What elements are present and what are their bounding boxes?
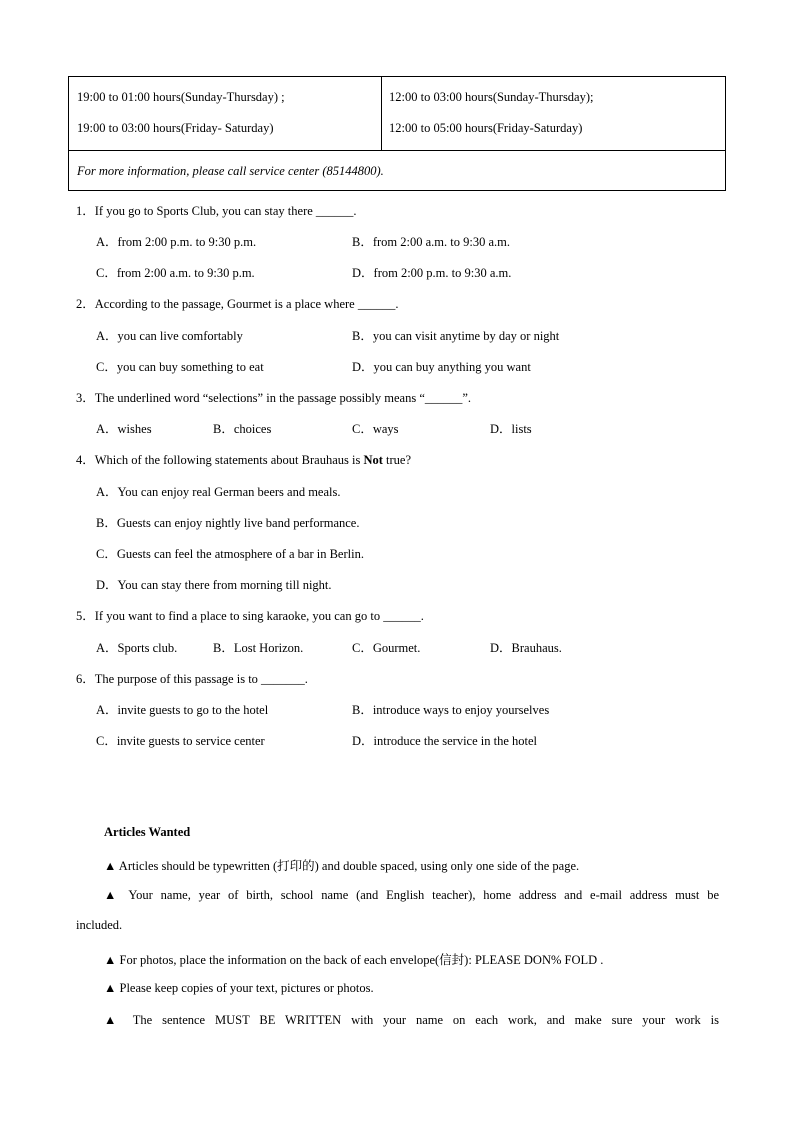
rule-item-sentence: ▲ The sentence MUST BE WRITTEN with your name on each work, and make sure your work is [104,1013,719,1027]
question-2-stem: 2．According to the passage, Gourmet is a place where ______. [76,297,399,311]
rule-item-personal-info: ▲ Your name, year of birth, school name (and English teacher), home address and e-mail address must be [104,888,719,902]
rule-item-typewritten: ▲ Articles should be typewritten (打印的) and double spaced, using only one side of the page. [104,859,580,873]
table-footer-note: For more information, please call service center (85144800). [77,164,384,178]
question-1-stem: 1．If you go to Sports Club, you can stay there ______. [76,204,357,218]
rule-item-copies: ▲ Please keep copies of your text, pictures or photos. [104,981,374,995]
question-2-option-b[interactable]: B．you can visit anytime by day or night [352,329,560,343]
table-divider [69,150,725,151]
question-3-stem: 3．The underlined word “selections” in the passage possibly means “______”. [76,391,472,405]
hours-left-line-2: 19:00 to 03:00 hours(Friday- Saturday) [77,121,274,135]
question-6-option-a[interactable]: A．invite guests to go to the hotel [96,703,269,717]
question-1-option-b[interactable]: B．from 2:00 a.m. to 9:30 a.m. [352,235,510,249]
question-6-option-b[interactable]: B．introduce ways to enjoy yourselves [352,703,550,717]
question-5-option-c[interactable]: C．Gourmet. [352,641,421,655]
question-2-option-a[interactable]: A．you can live comfortably [96,329,243,343]
question-3-option-b[interactable]: B．choices [213,422,272,436]
question-6-option-c[interactable]: C．invite guests to service center [96,734,265,748]
question-3-option-d[interactable]: D．lists [490,422,532,436]
rule-item-personal-info-continued: included. [76,918,123,932]
question-4-stem-emphasis: Not [363,453,383,467]
question-5-option-d[interactable]: D．Brauhaus. [490,641,562,655]
question-4-stem [76,450,411,468]
question-6-stem: 6．The purpose of this passage is to _______. [76,672,308,686]
hours-table [68,76,726,191]
question-4-option-b[interactable]: B．Guests can enjoy nightly live band performance. [96,516,360,530]
section-title: Articles Wanted [104,825,191,839]
question-2-option-c[interactable]: C．you can buy something to eat [96,360,264,374]
question-4-option-c[interactable]: C．Guests can feel the atmosphere of a bar in Berlin. [96,547,364,561]
hours-right-line-2: 12:00 to 05:00 hours(Friday-Saturday) [389,121,583,135]
table-divider [381,77,382,150]
question-1-option-c[interactable]: C．from 2:00 a.m. to 9:30 p.m. [96,266,255,280]
question-4-stem-start: 4．Which of the following statements about Brauhaus is [76,453,364,467]
question-5-stem: 5．If you want to find a place to sing karaoke, you can go to ______. [76,609,424,623]
question-5-option-a[interactable]: A．Sports club. [96,641,178,655]
question-6-option-d[interactable]: D．introduce the service in the hotel [352,734,538,748]
question-4-stem-end: true? [382,453,412,467]
question-1-option-a[interactable]: A．from 2:00 p.m. to 9:30 p.m. [96,235,257,249]
question-5-option-b[interactable]: B．Lost Horizon. [213,641,304,655]
rule-item-photos: ▲ For photos, place the information on the back of each envelope(信封): PLEASE DON% FOLD . [104,953,604,967]
question-4-option-d[interactable]: D．You can stay there from morning till night. [96,578,332,592]
hours-left-line-1: 19:00 to 01:00 hours(Sunday-Thursday) ; [77,90,285,104]
question-3-option-a[interactable]: A．wishes [96,422,152,436]
question-1-option-d[interactable]: D．from 2:00 p.m. to 9:30 a.m. [352,266,512,280]
question-3-option-c[interactable]: C．ways [352,422,399,436]
hours-right-line-1: 12:00 to 03:00 hours(Sunday-Thursday); [389,90,594,104]
question-2-option-d[interactable]: D．you can buy anything you want [352,360,531,374]
question-4-option-a[interactable]: A．You can enjoy real German beers and meals. [96,485,341,499]
